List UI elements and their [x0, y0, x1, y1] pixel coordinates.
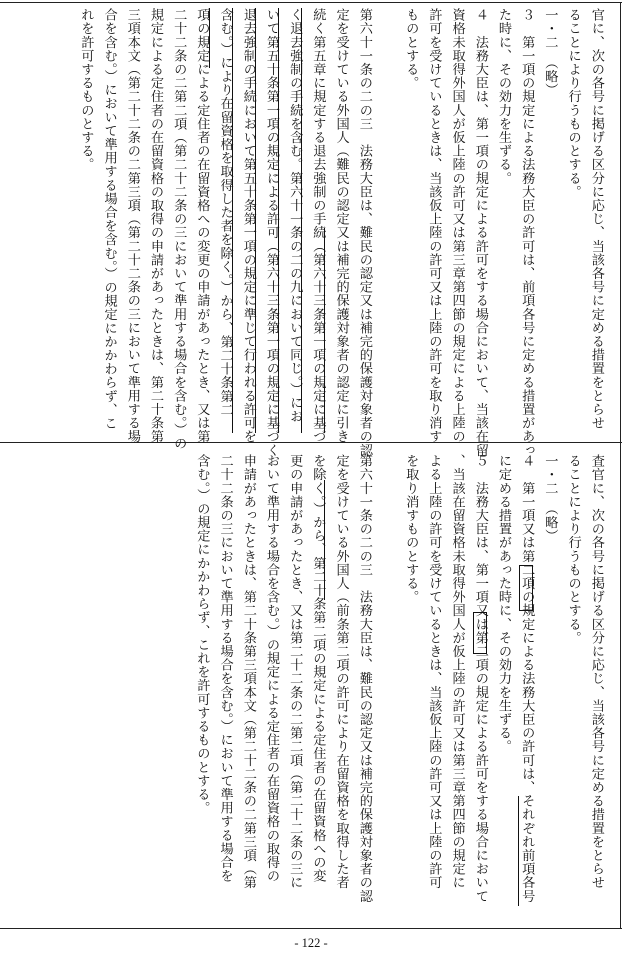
amendment-underline [324, 480, 325, 600]
lower-text-column: よる上陸の許可を受けているときは、当該仮上陸の許可又は上陸の許可 [426, 454, 442, 890]
lower-text-column: 第六十一条の二の三 法務大臣は、難民の認定又は補完的保護対象者の認 [356, 454, 372, 903]
upper-text-column: 一・二 （略） [542, 8, 558, 97]
upper-text-column: 第六十一条の二の三 法務大臣は、難民の認定又は補完的保護対象者の認 [356, 8, 372, 457]
amendment-box [473, 612, 487, 654]
right-border [620, 2, 621, 928]
lower-text-column: 二十二条の三において準用する場合を含む。）において準用する場合を [217, 454, 233, 883]
page-number: - 122 - [294, 936, 328, 950]
upper-text-column: ものとする。 [403, 8, 419, 90]
upper-text-column: 合を含む。）において準用する場合を含む。）の規定にかかわらず、こ [101, 8, 117, 430]
bottom-border [0, 928, 622, 929]
upper-text-column: 定を受けている外国人（難民の認定又は補完的保護対象者の認定に引き [333, 8, 349, 444]
upper-text-column: 官に、次の各号に掲げる区分に応じ、当該各号に定める措置をとらせ [588, 8, 604, 430]
upper-text-column: 二十二条の二第二項（第二十二条の三において準用する場合を含む。）の [171, 8, 187, 451]
lower-text-column: 、当該在留資格未取得外国人が仮上陸の許可又は第三章第四節の規定に [449, 454, 465, 890]
upper-text-column: ることにより行うものとする。 [565, 8, 581, 199]
lower-text-column: 定を受けている外国人（前条第二項の許可により在留資格を取得した者 [333, 454, 349, 890]
upper-text-column: く退去強制の手続を含む。第六十一条の二の九において同じ。）にお [287, 8, 303, 423]
lower-text-column: を取り消すものとする。 [403, 454, 419, 604]
upper-text-column: 続く第五章に規定する退去強制の手続（第六十三条第一項の規定に基づ [310, 8, 326, 444]
lower-text-column: 一・二 （略） [542, 454, 558, 543]
amendment-underline [278, 8, 279, 433]
upper-text-column: 項の規定による定住者の在留資格への変更の申請があったとき、又は第 [194, 8, 210, 444]
upper-text-column: た時に、その効力を生ずる。 [496, 8, 511, 185]
upper-text-column: ３ 第一項の規定による法務大臣の許可は、前項各号に定める措置があっ [519, 8, 535, 457]
lower-text-column: おいて準用する場合を含む。）の規定による定住者の在留資格の取得の [264, 454, 279, 883]
amendment-underline [518, 796, 519, 906]
lower-text-column: を除く。）から、第二十条第二項の規定による定住者の在留資格への変 [310, 454, 326, 883]
upper-text-column: 含む。）により在留資格を取得した者を除く。）から、第二十条第二 [217, 8, 233, 417]
amendment-underline [301, 8, 302, 433]
lower-text-column: ５ 法務大臣は、第一項又は第二項の規定による許可をする場合において [472, 454, 488, 903]
amendment-underline [232, 8, 233, 433]
lower-text-column: ることにより行うものとする。 [565, 454, 581, 645]
lower-text-column: ４ 第一項又は第二項の規定による法務大臣の許可は、それぞれ前項各号 [519, 454, 535, 903]
amendment-underline [209, 8, 210, 68]
amendment-underline [324, 228, 325, 433]
lower-text-column: 更の申請があったとき、又は第二十二条の二第二項（第二十二条の三に [287, 454, 303, 890]
upper-text-column: ４ 法務大臣は、第一項の規定による許可をする場合において、当該在留 [472, 8, 488, 457]
upper-text-column: れを許可するものとする。 [78, 8, 94, 172]
upper-text-column: 許可を受けているときは、当該仮上陸の許可又は上陸の許可を取り消す [426, 8, 442, 444]
top-border [0, 2, 622, 3]
upper-text-column: いて第五十条第一項の規定による許可（第六十三条第一項の規定に基づく [264, 8, 279, 457]
upper-text-column: 退去強制の手続において第五十条第一項の規定に準じて行われる許可を [240, 8, 256, 444]
lower-text-column: に定める措置があった時に、その効力を生ずる。 [496, 454, 511, 754]
amendment-box [519, 565, 533, 611]
amendment-underline [255, 8, 256, 433]
upper-text-column: 三項本文（第二十二条の二第三項（第二十二条の三において準用する場 [124, 8, 140, 444]
upper-text-column: 規定による定住者の在留資格の取得の申請があったときは、第二十条第 [148, 8, 163, 444]
lower-text-column: 申請があったときは、第二十条第三項本文（第二十二条の二第三項（第 [240, 454, 256, 890]
lower-text-column: 査官に、次の各号に掲げる区分に応じ、当該各号に定める措置をとらせ [588, 454, 604, 890]
upper-text-column: 資格未取得外国人が仮上陸の許可又は第三章第四節の規定による上陸の [449, 8, 465, 444]
lower-text-column: 含む。）の規定にかかわらず、これを許可するものとする。 [194, 454, 210, 815]
